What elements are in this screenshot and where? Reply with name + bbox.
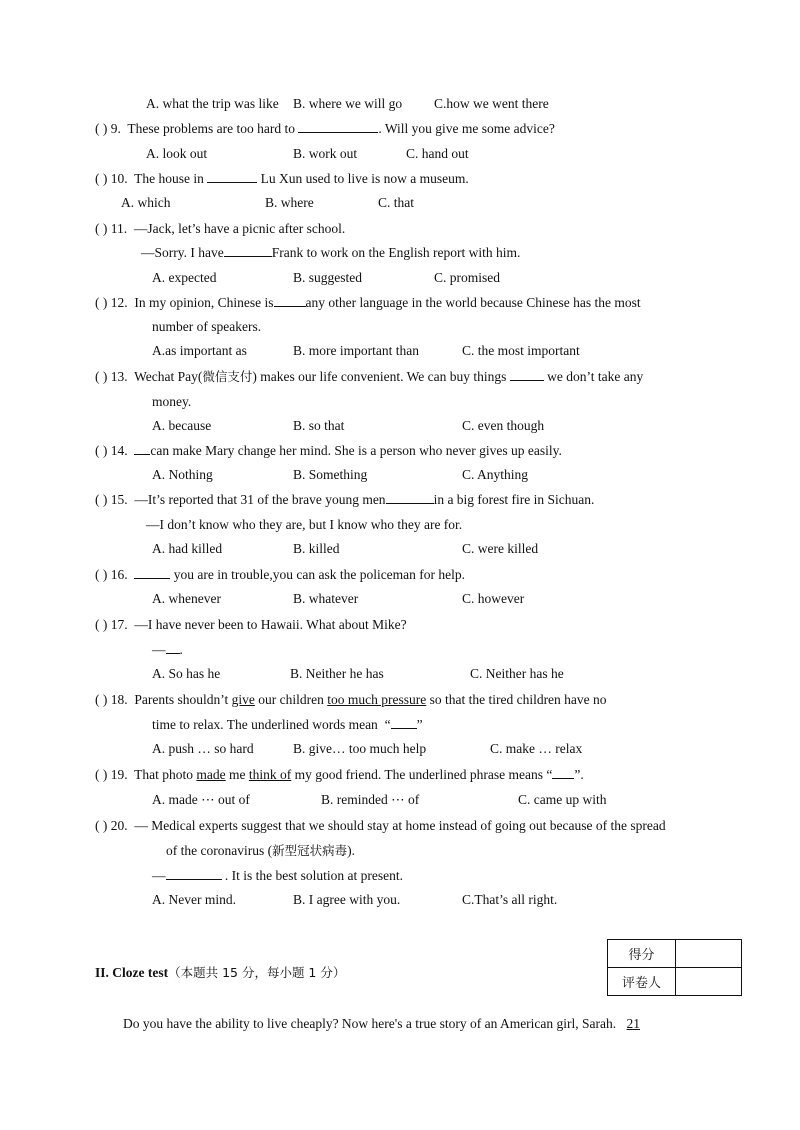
q17-line1: —I have never been to Hawaii. What about Mike? — [134, 617, 407, 632]
q9-text: These problems are too hard to — [127, 121, 295, 136]
q13-option-a: A. because — [152, 418, 212, 433]
q15-option-a: A. had killed — [152, 541, 223, 556]
score-cell[interactable] — [676, 940, 742, 968]
q20-line2-text: of the coronavirus ( — [166, 843, 273, 858]
q16-option-b: B. whatever — [293, 591, 359, 606]
q10-text-end: Lu Xun used to live is now a museum. — [260, 171, 469, 186]
q17-option-b: B. Neither he has — [290, 666, 384, 681]
q13-text-end: we don’t take any — [547, 369, 644, 384]
q19-number: ( ) 19. — [95, 767, 128, 782]
q17-dash: — — [152, 642, 166, 657]
q12-text-end: any other language in the world because Chinese has the most — [305, 295, 641, 310]
section-note: （本题共 15 分，每小题 1 分） — [168, 965, 346, 980]
q14-question — [95, 442, 562, 460]
q12-option-b: B. more important than — [293, 343, 419, 358]
score-label: 得分 — [608, 940, 676, 968]
q20-number: ( ) 20. — [95, 818, 128, 833]
passage-blank-21: 21 — [626, 1016, 641, 1031]
q18-underlined-2: too much pressure — [327, 692, 427, 707]
q19-option-c: C. came up with — [518, 792, 607, 807]
q12-line2: number of speakers. — [152, 319, 262, 334]
q10-number: ( ) 10. — [95, 171, 128, 186]
q14-text: can make Mary change her mind. She is a person who never gives up easily. — [150, 443, 562, 458]
q20-line2 — [166, 842, 355, 860]
q13-option-b: B. so that — [293, 418, 345, 433]
q18-line2: time to relax. The underlined words mean “ ” — [152, 717, 423, 732]
q16-blank — [134, 566, 170, 579]
q9-question — [95, 120, 555, 138]
q12-option-a: A.as important as — [152, 343, 247, 358]
q19-text-mid: me — [229, 767, 246, 782]
q19-underlined-1: made — [196, 767, 226, 782]
q8-option-b: B. where we will go — [293, 96, 403, 111]
q9-text-end: . Will you give me some advice? — [378, 121, 555, 136]
grader-cell[interactable] — [676, 968, 742, 996]
q9-number: ( ) 9. — [95, 121, 121, 136]
grader-label: 评卷人 — [608, 968, 676, 996]
q11-text: —Sorry. I have — [141, 245, 224, 260]
q10-question — [95, 170, 469, 188]
q14-option-a: A. Nothing — [152, 467, 213, 482]
q20-line1: — Medical experts suggest that we should stay at home instead of going out because of the spread — [134, 818, 666, 833]
q13-number: ( ) 13. — [95, 369, 128, 384]
q15-option-c: C. were killed — [462, 541, 539, 556]
q17-blank — [166, 641, 180, 654]
q9-option-a: A. look out — [146, 146, 208, 161]
q13-option-c: C. even though — [462, 418, 545, 433]
q20-line3-text: . It is the best solution at present. — [224, 868, 403, 883]
q18-underlined-1: give — [231, 692, 255, 707]
q13-text: Wechat Pay( — [134, 369, 203, 384]
q19-text-end: my good friend. The underlined phrase means — [294, 767, 543, 782]
q18-text: Parents shouldn’t — [134, 692, 229, 707]
q20-option-a: A. Never mind. — [152, 892, 236, 907]
q13-blank — [510, 368, 544, 381]
q11-option-c: C. promised — [434, 270, 500, 285]
q15-text-end: in a big forest fire in Sichuan. — [433, 492, 595, 507]
q14-blank — [134, 442, 150, 455]
q11-option-b: B. suggested — [293, 270, 362, 285]
q12-option-c: C. the most important — [462, 343, 580, 358]
q16-option-c: C. however — [462, 591, 525, 606]
q18-line2-text: time to relax. The underlined words mean — [152, 717, 378, 732]
q9-blank — [298, 120, 378, 133]
q8-option-a: A. what the trip was like — [146, 96, 279, 111]
section-title: II. Cloze test — [95, 965, 169, 980]
q17-option-a: A. So has he — [152, 666, 221, 681]
passage-text: Do you have the ability to live cheaply? Now here's a true story of an American girl, Sarah. — [123, 1016, 617, 1031]
q20-dash: — — [152, 868, 166, 883]
q11-number: ( ) 11. — [95, 221, 128, 236]
q10-option-a: A. which — [121, 195, 171, 210]
q15-question — [95, 491, 594, 509]
q16-text: you are in trouble,you can ask the policeman for help. — [173, 567, 466, 582]
score-table — [607, 939, 742, 996]
q12-text: In my opinion, Chinese is — [134, 295, 274, 310]
q18-text-end: so that the tired children have no — [429, 692, 607, 707]
q15-option-b: B. killed — [293, 541, 340, 556]
q10-option-c: C. that — [378, 195, 414, 210]
q19-underlined-2: think of — [248, 767, 292, 782]
q15-blank — [386, 491, 434, 504]
q20-chinese-gloss: 新型冠状病毒 — [272, 843, 348, 858]
q13-question — [95, 368, 643, 386]
q16-number: ( ) 16. — [95, 567, 128, 582]
q20-line3 — [152, 867, 403, 885]
q13-line2: money. — [152, 394, 192, 409]
q11-line2 — [141, 244, 520, 262]
q20-line2-end: ). — [347, 843, 355, 858]
q19-option-b: B. reminded ⋯ of — [321, 792, 420, 807]
q19-blank — [552, 766, 574, 779]
q11-text-end: Frank to work on the English report with him. — [271, 245, 521, 260]
q17-number: ( ) 17. — [95, 617, 128, 632]
q12-blank — [274, 294, 306, 307]
q19-option-a: A. made ⋯ out of — [152, 792, 250, 807]
q20-option-b: B. I agree with you. — [293, 892, 401, 907]
q8-option-c: C.how we went there — [434, 96, 549, 111]
q19-question: ( ) 19. That photo made me think of my good friend. The underlined phrase means “ ”. — [95, 767, 584, 782]
q10-blank — [207, 170, 257, 183]
q20-blank — [166, 867, 222, 880]
q18-text-mid: our children — [258, 692, 324, 707]
q11-question — [95, 220, 345, 238]
q20-question — [95, 817, 666, 835]
q17-option-c: C. Neither has he — [470, 666, 564, 681]
q15-line2: —I don’t know who they are, but I know who they are for. — [146, 517, 463, 532]
q11-line1: —Jack, let’s have a picnic after school. — [133, 221, 346, 236]
q19-text: That photo — [134, 767, 194, 782]
q18-option-c: C. make … relax — [490, 741, 583, 756]
q14-number: ( ) 14. — [95, 443, 128, 458]
q14-option-b: B. Something — [293, 467, 368, 482]
q15-number: ( ) 15. — [95, 492, 128, 507]
q18-question — [95, 691, 607, 709]
q18-blank — [391, 716, 417, 729]
q12-number: ( ) 12. — [95, 295, 128, 310]
q14-option-c: C. Anything — [462, 467, 529, 482]
q16-option-a: A. whenever — [152, 591, 221, 606]
q15-text: —It’s reported that 31 of the brave young men — [134, 492, 386, 507]
q17-question — [95, 616, 407, 634]
cloze-passage — [123, 1015, 647, 1033]
q9-option-c: C. hand out — [406, 146, 469, 161]
q12-question — [95, 294, 641, 312]
q10-option-b: B. where — [265, 195, 314, 210]
q18-number: ( ) 18. — [95, 692, 128, 707]
q13-chinese-gloss: 微信支付 — [202, 369, 253, 384]
q18-option-a: A. push … so hard — [152, 741, 254, 756]
q10-text: The house in — [134, 171, 204, 186]
q9-option-b: B. work out — [293, 146, 358, 161]
q17-answer-line: — . — [152, 642, 183, 657]
q13-text-mid: ) makes our life convenient. We can buy things — [252, 369, 507, 384]
q16-question — [95, 566, 465, 584]
q20-option-c: C.That’s all right. — [462, 892, 558, 907]
q11-blank — [224, 244, 272, 257]
q11-option-a: A. expected — [152, 270, 217, 285]
q18-option-b: B. give… too much help — [293, 741, 427, 756]
section-heading — [95, 964, 345, 982]
